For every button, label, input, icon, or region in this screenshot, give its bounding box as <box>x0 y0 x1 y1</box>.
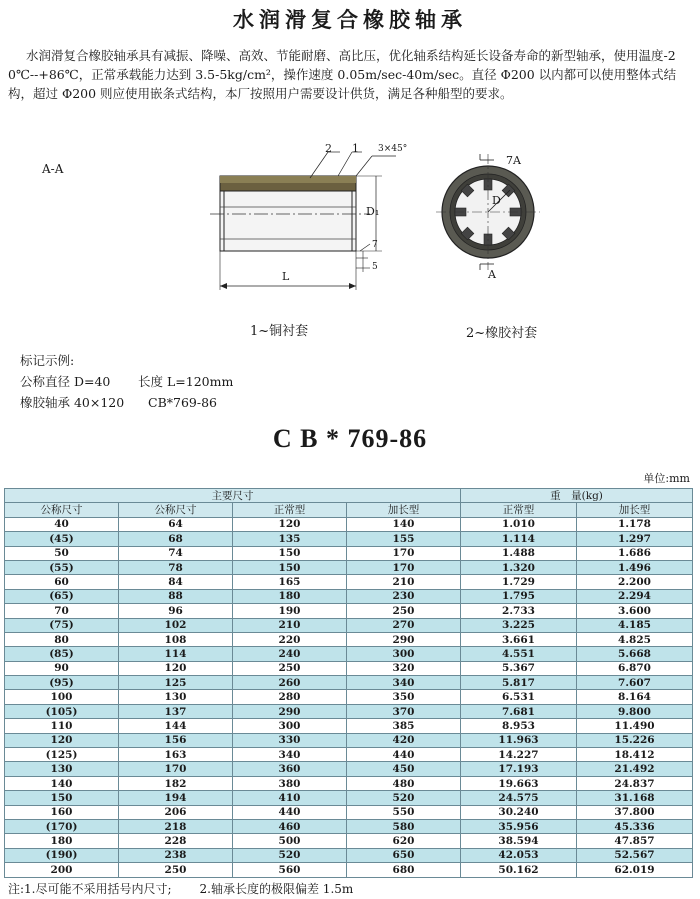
table-cell: 102 <box>119 618 233 632</box>
table-cell: 4.825 <box>577 632 693 646</box>
table-cell: 228 <box>119 834 233 848</box>
table-row <box>5 776 693 790</box>
table-cell: 5.817 <box>461 676 577 690</box>
table-cell: 80 <box>5 632 119 646</box>
table-cell: 120 <box>233 517 347 531</box>
table-cell: 140 <box>5 776 119 790</box>
table-cell: 190 <box>233 604 347 618</box>
table-cell: 84 <box>119 575 233 589</box>
table-cell: 1.488 <box>461 546 577 560</box>
table-cell: 135 <box>233 532 347 546</box>
table-cell: 182 <box>119 776 233 790</box>
caption-rubber-sleeve: 2~橡胶衬套 <box>466 326 538 341</box>
table-cell: 8.164 <box>577 690 693 704</box>
table-cell: 1.320 <box>461 560 577 574</box>
table-row <box>5 676 693 690</box>
caption-copper-sleeve: 1~铜衬套 <box>250 324 309 339</box>
table-cell: 130 <box>5 762 119 776</box>
table-row <box>5 791 693 805</box>
table-row <box>5 604 693 618</box>
table-cell: 62.019 <box>577 863 693 877</box>
bearing-end-view <box>430 150 550 280</box>
table-cell: 31.168 <box>577 791 693 805</box>
column-header: 加长型 <box>577 503 693 517</box>
table-row <box>5 618 693 632</box>
table-cell: 14.227 <box>461 748 577 762</box>
table-cell: 5.668 <box>577 647 693 661</box>
table-cell: 156 <box>119 733 233 747</box>
table-cell: 19.663 <box>461 776 577 790</box>
table-cell: 70 <box>5 604 119 618</box>
table-cell: 17.193 <box>461 762 577 776</box>
table-row <box>5 834 693 848</box>
table-cell: 47.857 <box>577 834 693 848</box>
spec-table <box>4 488 693 878</box>
intro-paragraph: 水润滑复合橡胶轴承具有减振、降噪、高效、节能耐磨、高比压，优化轴系结构延长设备寿命的新型轴承，使用温度-20℃--+86℃，正常承载能力达到 3.5-5kg/cm²，操作速度 0.05m/sec-40m/sec。直径 Φ200 以内都可以使用整体式结构，超过 Φ200 则应使用嵌条式结构，本厂按照用户需要设计供货，满足各种船型的要求。 <box>8 48 677 101</box>
table-cell: 360 <box>233 762 347 776</box>
table-cell: 96 <box>119 604 233 618</box>
table-cell: 210 <box>233 618 347 632</box>
dimension-5-label: 5 <box>372 262 378 272</box>
table-cell: 1.795 <box>461 589 577 603</box>
table-cell: (85) <box>5 647 119 661</box>
marking-standard: CB*769-86 <box>148 395 217 410</box>
group-weight: 重 量(kg) <box>461 489 693 503</box>
table-cell: 11.490 <box>577 719 693 733</box>
table-cell: 550 <box>347 805 461 819</box>
table-cell: 3.600 <box>577 604 693 618</box>
table-cell: 220 <box>233 632 347 646</box>
table-cell: 340 <box>347 676 461 690</box>
table-cell: 170 <box>347 560 461 574</box>
column-header: 加长型 <box>347 503 461 517</box>
table-cell: 240 <box>233 647 347 661</box>
table-cell: 21.492 <box>577 762 693 776</box>
table-cell: 370 <box>347 704 461 718</box>
table-cell: 560 <box>233 863 347 877</box>
table-cell: 35.956 <box>461 819 577 833</box>
table-cell: 11.963 <box>461 733 577 747</box>
table-cell: 155 <box>347 532 461 546</box>
table-cell: 218 <box>119 819 233 833</box>
table-cell: (95) <box>5 676 119 690</box>
column-header: 正常型 <box>461 503 577 517</box>
table-row <box>5 647 693 661</box>
table-cell: (170) <box>5 819 119 833</box>
table-cell: 1.114 <box>461 532 577 546</box>
marking-row-2 <box>20 392 233 413</box>
table-cell: 194 <box>119 791 233 805</box>
table-row <box>5 805 693 819</box>
table-cell: 50.162 <box>461 863 577 877</box>
table-cell: 68 <box>119 532 233 546</box>
table-cell: 1.729 <box>461 575 577 589</box>
table-cell: 114 <box>119 647 233 661</box>
table-cell: 100 <box>5 690 119 704</box>
table-cell: 1.297 <box>577 532 693 546</box>
table-cell: (65) <box>5 589 119 603</box>
table-cell: 440 <box>347 748 461 762</box>
table-cell: 78 <box>119 560 233 574</box>
table-cell: 3.225 <box>461 618 577 632</box>
table-cell: 140 <box>347 517 461 531</box>
table-cell: 108 <box>119 632 233 646</box>
table-cell: 1.178 <box>577 517 693 531</box>
page-title: 水润滑复合橡胶轴承 <box>233 8 467 32</box>
table-cell: 410 <box>233 791 347 805</box>
marking-length: 长度 L=120mm <box>138 374 234 389</box>
table-row <box>5 762 693 776</box>
table-row <box>5 546 693 560</box>
table-cell: 4.185 <box>577 618 693 632</box>
table-cell: 24.837 <box>577 776 693 790</box>
column-header: 正常型 <box>233 503 347 517</box>
table-cell: 160 <box>5 805 119 819</box>
note-2: 2.轴承长度的极限偏差 1.5m <box>199 882 354 896</box>
table-cell: 8.953 <box>461 719 577 733</box>
group-main-dimensions: 主要尺寸 <box>5 489 461 503</box>
table-cell: 125 <box>119 676 233 690</box>
table-row <box>5 863 693 877</box>
table-cell: 500 <box>233 834 347 848</box>
table-cell: 24.575 <box>461 791 577 805</box>
table-cell: 144 <box>119 719 233 733</box>
table-cell: (125) <box>5 748 119 762</box>
table-cell: 460 <box>233 819 347 833</box>
section-cut-label: A <box>488 268 496 281</box>
table-header-row <box>5 503 693 517</box>
section-label: A-A <box>42 162 64 176</box>
view-7a-label: 7A <box>506 154 521 167</box>
table-cell: 2.294 <box>577 589 693 603</box>
table-cell: 2.200 <box>577 575 693 589</box>
table-row <box>5 733 693 747</box>
table-cell: 238 <box>119 848 233 862</box>
table-cell: 150 <box>233 546 347 560</box>
table-row <box>5 661 693 675</box>
table-cell: 290 <box>233 704 347 718</box>
table-row <box>5 719 693 733</box>
table-cell: 6.531 <box>461 690 577 704</box>
part-2-label: 2 <box>325 142 332 155</box>
marking-example <box>20 350 233 413</box>
table-cell: 130 <box>119 690 233 704</box>
table-cell: 200 <box>5 863 119 877</box>
marking-heading: 标记示例: <box>20 353 75 368</box>
table-cell: 650 <box>347 848 461 862</box>
table-cell: 163 <box>119 748 233 762</box>
table-cell: 230 <box>347 589 461 603</box>
table-cell: 420 <box>347 733 461 747</box>
table-cell: 38.594 <box>461 834 577 848</box>
table-cell: 450 <box>347 762 461 776</box>
table-cell: 18.412 <box>577 748 693 762</box>
standard-title: C B * 769-86 <box>272 424 428 453</box>
table-cell: 180 <box>233 589 347 603</box>
table-cell: 330 <box>233 733 347 747</box>
table-cell: 165 <box>233 575 347 589</box>
table-cell: 170 <box>347 546 461 560</box>
table-cell: 52.567 <box>577 848 693 862</box>
table-cell: 150 <box>233 560 347 574</box>
table-cell: 7.607 <box>577 676 693 690</box>
dimension-7-label: 7 <box>372 240 378 250</box>
table-row <box>5 589 693 603</box>
table-cell: 1.686 <box>577 546 693 560</box>
table-cell: 280 <box>233 690 347 704</box>
table-row <box>5 748 693 762</box>
table-cell: (105) <box>5 704 119 718</box>
table-cell: 90 <box>5 661 119 675</box>
note-1: 注:1.尽可能不采用括号内尺寸; <box>8 882 172 896</box>
table-cell: 64 <box>119 517 233 531</box>
table-cell: 290 <box>347 632 461 646</box>
table-cell: 5.367 <box>461 661 577 675</box>
table-cell: 340 <box>233 748 347 762</box>
table-cell: 7.681 <box>461 704 577 718</box>
table-cell: 440 <box>233 805 347 819</box>
table-cell: 120 <box>5 733 119 747</box>
table-cell: 480 <box>347 776 461 790</box>
table-cell: 45.336 <box>577 819 693 833</box>
table-row <box>5 560 693 574</box>
table-cell: 380 <box>233 776 347 790</box>
table-cell: 320 <box>347 661 461 675</box>
table-cell: 60 <box>5 575 119 589</box>
table-cell: 37.800 <box>577 805 693 819</box>
part-1-label: 1 <box>352 142 359 155</box>
table-cell: 270 <box>347 618 461 632</box>
table-cell: 15.226 <box>577 733 693 747</box>
table-row <box>5 575 693 589</box>
table-cell: 250 <box>119 863 233 877</box>
table-cell: 260 <box>233 676 347 690</box>
dimension-l-label: L <box>282 270 290 283</box>
table-cell: 3.661 <box>461 632 577 646</box>
table-row <box>5 632 693 646</box>
footnote <box>8 880 381 897</box>
table-cell: 137 <box>119 704 233 718</box>
table-cell: 50 <box>5 546 119 560</box>
table-cell: (55) <box>5 560 119 574</box>
table-cell: 74 <box>119 546 233 560</box>
table-row <box>5 819 693 833</box>
table-cell: 250 <box>233 661 347 675</box>
table-cell: 42.053 <box>461 848 577 862</box>
table-cell: 2.733 <box>461 604 577 618</box>
unit-label: 单位:mm <box>643 472 690 485</box>
table-row <box>5 704 693 718</box>
table-cell: (75) <box>5 618 119 632</box>
table-cell: 580 <box>347 819 461 833</box>
table-cell: 180 <box>5 834 119 848</box>
table-cell: 206 <box>119 805 233 819</box>
table-cell: 170 <box>119 762 233 776</box>
table-cell: 620 <box>347 834 461 848</box>
table-cell: 520 <box>347 791 461 805</box>
table-cell: 210 <box>347 575 461 589</box>
table-cell: 300 <box>233 719 347 733</box>
table-cell: 40 <box>5 517 119 531</box>
table-cell: 1.496 <box>577 560 693 574</box>
table-row <box>5 517 693 531</box>
table-cell: 250 <box>347 604 461 618</box>
table-group-header-row <box>5 489 693 503</box>
table-cell: 385 <box>347 719 461 733</box>
table-cell: (190) <box>5 848 119 862</box>
bearing-section-view <box>200 140 400 300</box>
chamfer-label: 3×45° <box>378 144 408 154</box>
table-cell: 1.010 <box>461 517 577 531</box>
table-cell: 120 <box>119 661 233 675</box>
table-cell: 110 <box>5 719 119 733</box>
column-header: 公称尺寸 <box>5 503 119 517</box>
table-cell: 6.870 <box>577 661 693 675</box>
table-cell: (45) <box>5 532 119 546</box>
table-cell: 9.800 <box>577 704 693 718</box>
marking-nominal-diameter: 公称直径 D=40 <box>20 374 111 389</box>
table-row <box>5 532 693 546</box>
table-cell: 30.240 <box>461 805 577 819</box>
table-cell: 520 <box>233 848 347 862</box>
table-cell: 150 <box>5 791 119 805</box>
dimension-d-label: D <box>492 194 501 207</box>
table-cell: 4.551 <box>461 647 577 661</box>
table-cell: 300 <box>347 647 461 661</box>
table-cell: 680 <box>347 863 461 877</box>
spec-table-body <box>5 517 693 877</box>
table-row <box>5 690 693 704</box>
column-header: 公称尺寸 <box>119 503 233 517</box>
technical-drawing <box>0 140 700 350</box>
table-cell: 88 <box>119 589 233 603</box>
marking-row-1 <box>20 371 233 392</box>
table-row <box>5 848 693 862</box>
table-cell: 350 <box>347 690 461 704</box>
dimension-d1-label: D₁ <box>366 205 380 218</box>
marking-bearing-size: 橡胶轴承 40×120 <box>20 395 125 410</box>
